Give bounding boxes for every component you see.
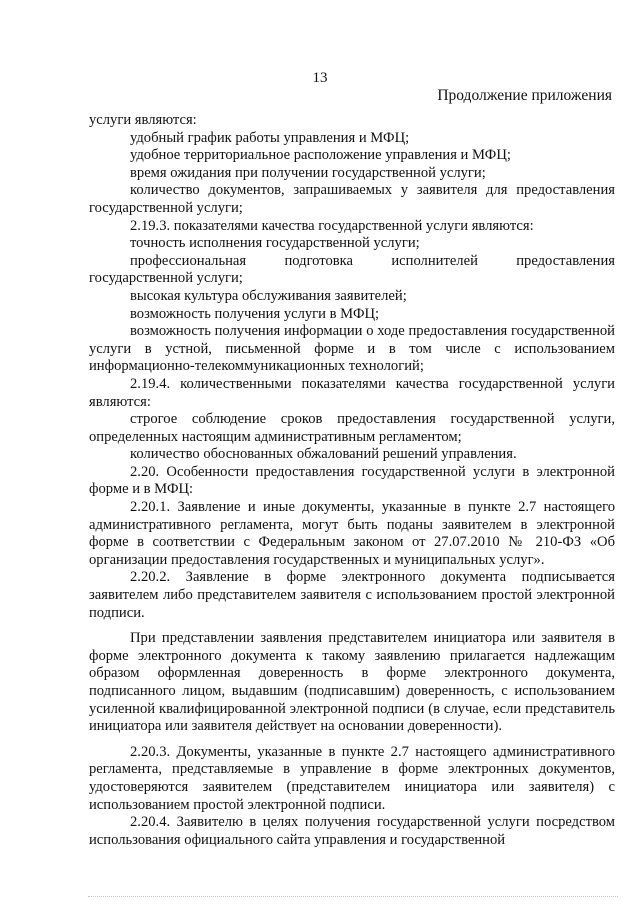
page-number: 13 [312, 70, 328, 86]
paragraph: строгое соблюдение сроков предоставления государственной услуги, определенных настоящим административным регламентом; [89, 411, 615, 445]
scan-artifact-line [88, 896, 618, 898]
paragraph: возможность получения услуги в МФЦ; [130, 305, 380, 322]
paragraph: количество документов, запрашиваемых у заявителя для предоставления государственной услуги; [89, 182, 615, 216]
paragraph: удобное территориальное расположение управления и МФЦ; [130, 147, 511, 164]
paragraph: услуги являются: [89, 112, 197, 128]
paragraph: точность исполнения государственной услуги; [130, 235, 420, 252]
paragraph: 2.20. Особенности предоставления государственной услуги в электронной форме и в МФЦ: [89, 463, 615, 498]
paragraph: 2.20.4. Заявителю в целях получения государственной услуги посредством использования официального сайта управления и государственной [89, 814, 615, 848]
paragraph: 2.20.2. Заявление в форме электронного документа подписывается заявителем либо представителем заявителя с использованием простой электронной подписи. [89, 569, 615, 621]
paragraph: 2.19.4. количественными показателями качества государственной услуги являются: [89, 375, 615, 410]
paragraph: 2.20.1. Заявление и иные документы, указанные в пункте 2.7 настоящего административного регламента, могут быть поданы заявителем в электронной форме в соответствии с Федеральным законом от 27.07.2010 № 210-ФЗ «Об организации предоставления государственных и муниципальных услуг». [89, 499, 615, 568]
paragraph: количество обоснованных обжалований решений управления. [130, 446, 517, 463]
continuation-label: Продолжение приложения [437, 87, 612, 104]
paragraph: профессиональная подготовка исполнителей предоставления государственной услуги; [89, 252, 615, 287]
paragraph: удобный график работы управления и МФЦ; [130, 129, 410, 146]
paragraph: высокая культура обслуживания заявителей; [130, 287, 407, 304]
paragraph: 2.20.3. Документы, указанные в пункте 2.7 настоящего административного регламента, представляемые в управление в форме электронных документов, удостоверяются заявителем (представителем инициатора или заявителя) с использованием простой электронной подписи. [89, 743, 615, 813]
paragraph: возможность получения информации о ходе предоставления государственной услуги в устной, письменной форме и в том числе с использованием информационно-телекоммуникационных технологий; [89, 323, 615, 375]
paragraph: 2.19.3. показателями качества государственной услуги являются: [130, 217, 534, 234]
paragraph: время ожидания при получении государственной услуги; [130, 164, 486, 181]
document-body [89, 112, 615, 849]
paragraph: При представлении заявления представителем инициатора или заявителя в форме электронного документа к такому заявлению прилагается надлежащим образом оформленная доверенность в форме электронного документа, подписанного лицом, выдавшим (подписавшим) доверенность, с использованием усиленной квалифицированной электронной подписи (в случае, если представитель инициатора или заявителя действует на основании доверенности). [89, 630, 615, 735]
